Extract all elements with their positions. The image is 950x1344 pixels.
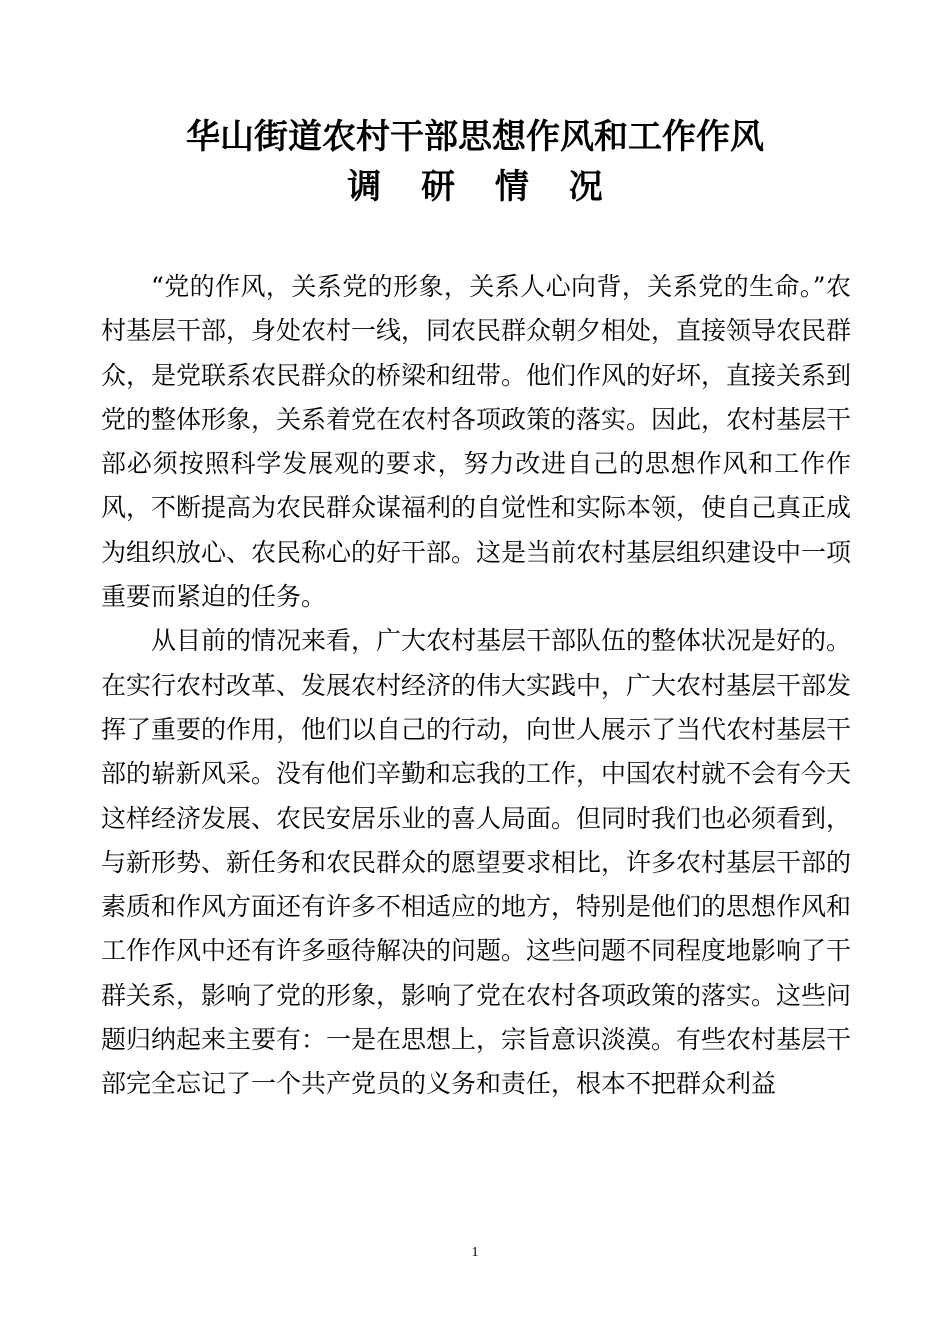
document-title-line2: 调 研 情 况 (347, 167, 617, 207)
body-paragraph-2: 从目前的情况来看，广大农村基层干部队伍的整体状况是好的。在实行农村改革、发展农村经济的伟大实践中，广大农村基层干部发挥了重要的作用，他们以自己的行动，向世人展示了当代农村基层干部的崭新风采。没有他们辛勤和忘我的工作，中国农村就不会有今天这样经济发展、农民安居乐业的喜人局面。但同时我们也必须看到，与新形势、新任务和农民群众的愿望要求相比，许多农村基层干部的素质和作风方面还有许多不相适应的地方，特别是他们的思想作风和工作作风中还有许多亟待解决的问题。这些问题不同程度地影响了干群关系，影响了党的形象，影响了党在农村各项政策的落实。这些问题归纳起来主要有：一是在思想上，宗旨意识淡漠。有些农村基层干部完全忘记了一个共产党员的义务和责任，根本不把群众利益 (101, 626, 852, 1099)
document-title-line1: 华山街道农村干部思想作风和工作作风 (186, 117, 764, 157)
page-number: 1 (471, 1245, 479, 1260)
document-body (101, 265, 851, 1107)
body-paragraph-1: “党的作风，关系党的形象，关系人心向背，关系党的生命。”农村基层干部，身处农村一线，同农民群众朝夕相处，直接领导农民群众，是党联系农民群众的桥梁和纽带。他们作风的好坏，直接关系到党的整体形象，关系着党在农村各项政策的落实。因此，农村基层干部必须按照科学发展观的要求，努力改进自己的思想作风和工作作风，不断提高为农民群众谋福利的自觉性和实际本领，使自己真正成为组织放心、农民称心的好干部。这是当前农村基层组织建设中一项重要而紧迫的任务。 (101, 272, 852, 612)
